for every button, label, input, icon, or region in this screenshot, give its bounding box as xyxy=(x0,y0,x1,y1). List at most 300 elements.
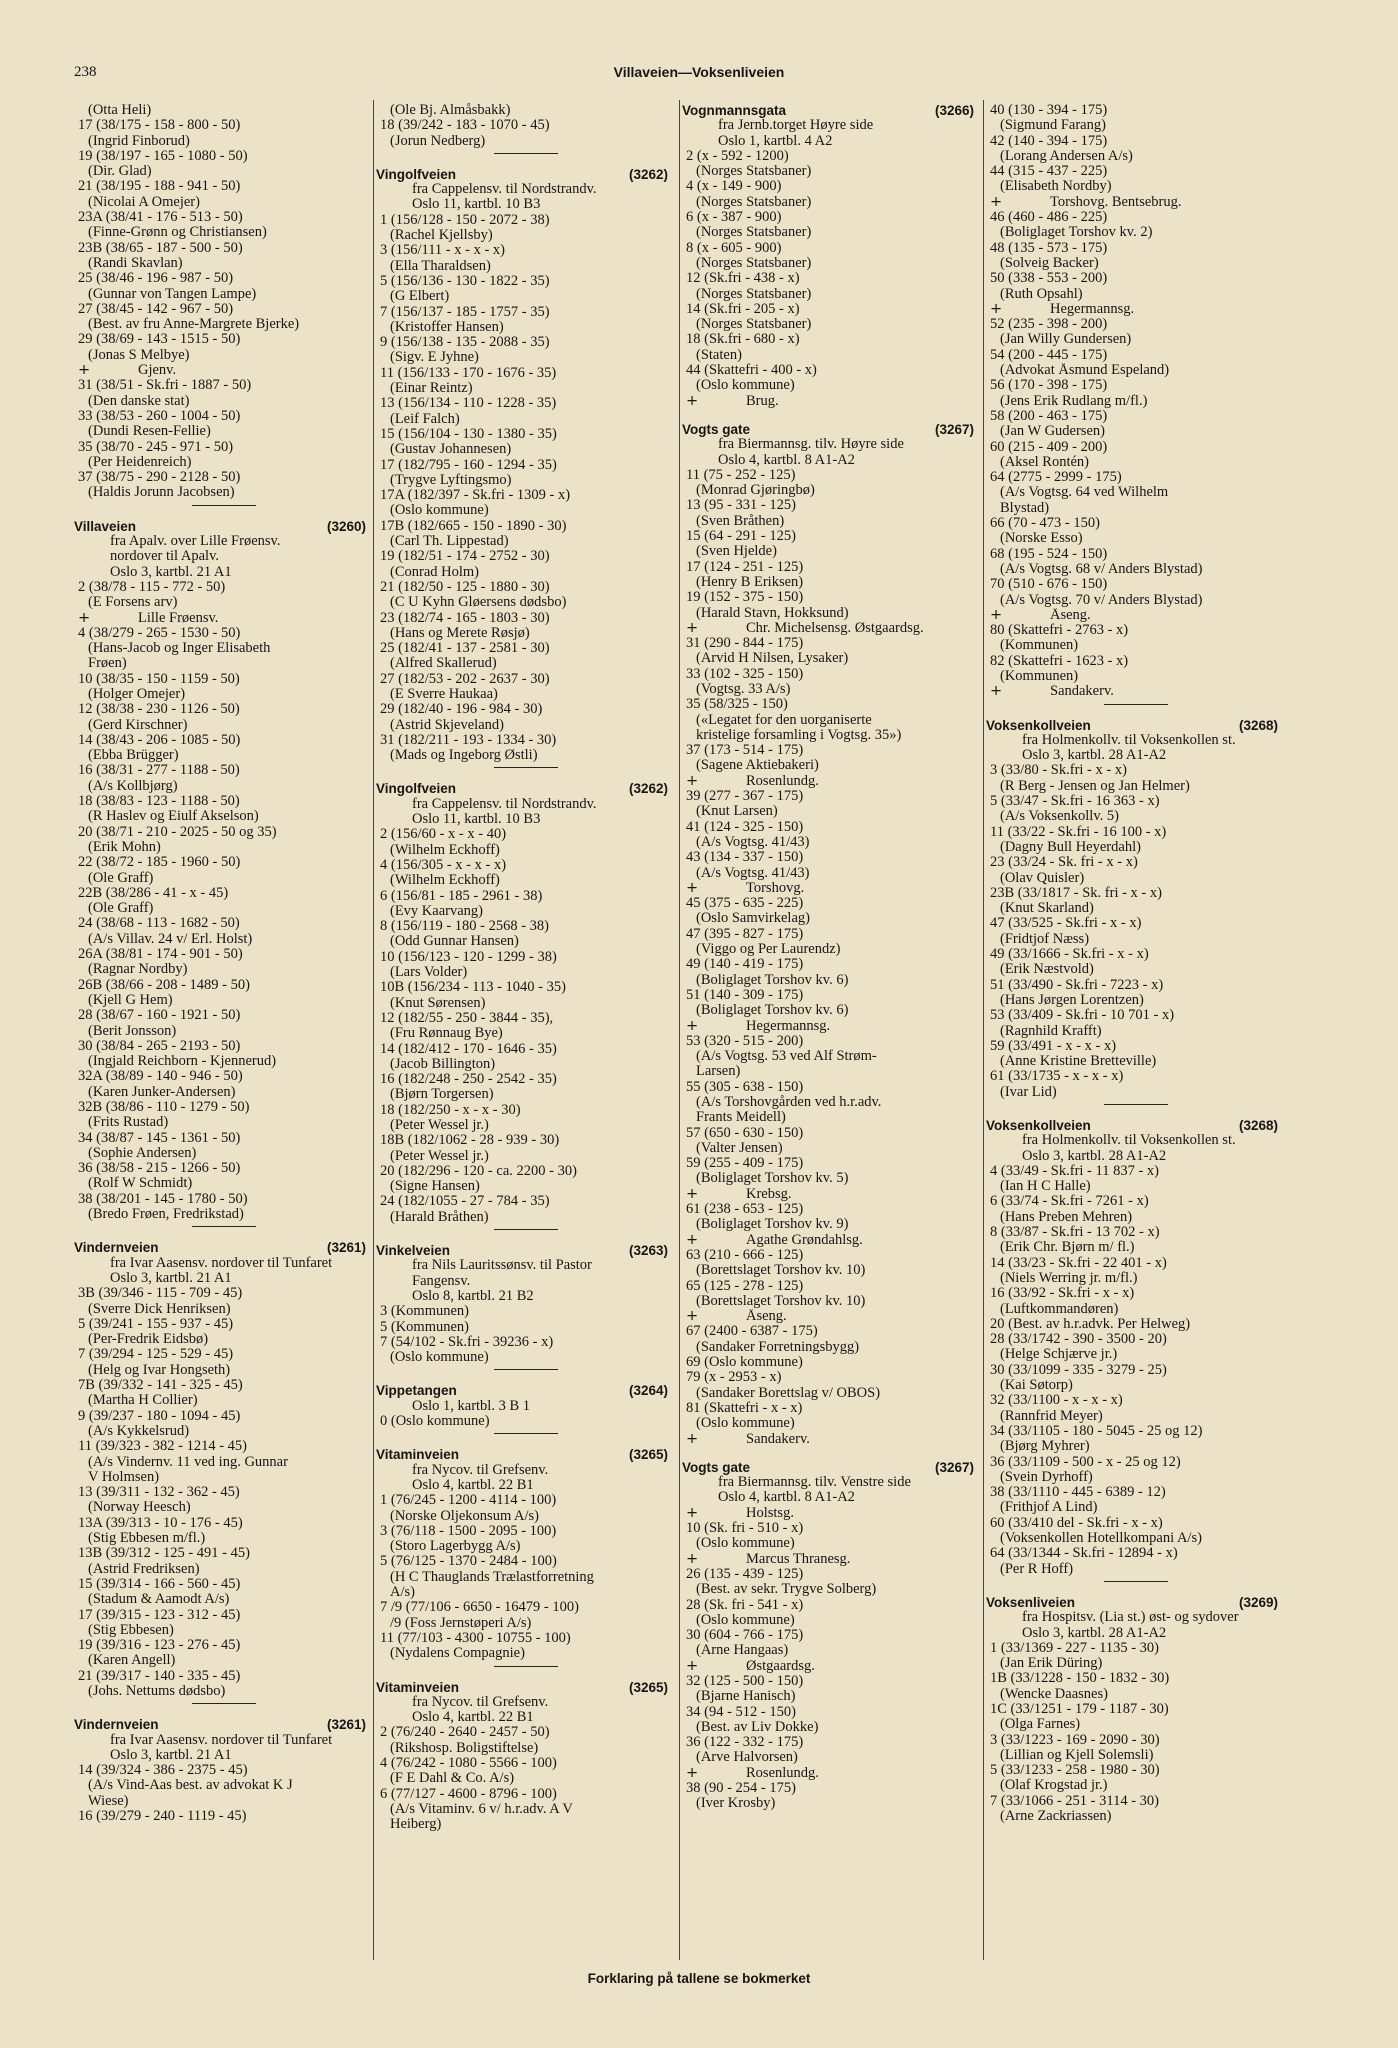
property-entry: 5 (Kommunen) xyxy=(380,1319,469,1335)
street-description: Oslo 11, kartbl. 10 B3 xyxy=(412,197,541,213)
owner-name: (Peter Wessel jr.) xyxy=(390,1118,489,1133)
owner-name: (Leif Falch) xyxy=(390,411,460,427)
street-name: Vogts gate xyxy=(682,421,751,437)
owner-name: (Knut Sørensen) xyxy=(390,995,486,1011)
street-description: Oslo 4, kartbl. 8 A1-A2 xyxy=(718,1490,855,1506)
owner-name: (Den danske stat) xyxy=(88,393,190,409)
property-entry: 14 (38/43 - 206 - 1085 - 50) xyxy=(78,732,241,748)
cross-street xyxy=(682,1019,976,1034)
property-entry: 21 (182/50 - 125 - 1880 - 30) xyxy=(380,579,550,595)
section-divider xyxy=(192,1703,256,1704)
property-entry: 64 (33/1344 - Sk.fri - 12894 - x) xyxy=(990,1546,1178,1562)
street-heading xyxy=(376,1243,670,1258)
street-heading xyxy=(376,1680,670,1695)
owner-name: (Norges Statsbaner) xyxy=(696,317,812,333)
column-4 xyxy=(986,103,1280,1824)
property-entry: 7B (39/332 - 141 - 325 - 45) xyxy=(78,1378,243,1394)
owner-name: (Sandaker Forretningsbygg) xyxy=(696,1339,860,1355)
property-entry: 41 (124 - 325 - 150) xyxy=(686,819,804,835)
street-description: Oslo 4, kartbl. 22 B1 xyxy=(412,1710,534,1726)
owner-name: (Kommunen) xyxy=(1000,638,1079,654)
property-entry: 14 (Sk.fri - 205 - x) xyxy=(686,301,800,317)
street-heading xyxy=(682,103,976,118)
street-heading xyxy=(682,1460,976,1475)
cross-street-name: Torshovg. xyxy=(746,880,805,896)
property-entry: 35 (58/325 - 150) xyxy=(686,697,788,713)
street-heading xyxy=(682,422,976,437)
cross-street xyxy=(682,1506,976,1521)
property-entry: 15 (156/104 - 130 - 1380 - 35) xyxy=(380,426,557,442)
column-2 xyxy=(376,103,670,1832)
property-entry: 25 (182/41 - 137 - 2581 - 30) xyxy=(380,641,550,657)
section-divider xyxy=(192,505,256,506)
street-description: fra Biermannsg. tilv. Høyre side xyxy=(718,437,904,453)
property-entry: 31 (182/211 - 193 - 1334 - 30) xyxy=(380,732,557,748)
street-name: Vindernveien xyxy=(74,1240,159,1256)
owner-name: (Gunnar von Tangen Lampe) xyxy=(88,286,257,302)
property-entry: 19 (38/197 - 165 - 1080 - 50) xyxy=(78,148,248,164)
owner-name: (Norway Heesch) xyxy=(88,1500,191,1516)
cross-street-name: Gjenv. xyxy=(138,363,177,379)
cross-street-name: Torshovg. Bentsebrug. xyxy=(1050,194,1182,210)
street-description: Oslo 3, kartbl. 28 A1-A2 xyxy=(1022,1625,1167,1641)
property-entry: 7 /9 (77/106 - 6650 - 16479 - 100) xyxy=(380,1600,579,1616)
property-entry: 80 (Skattefri - 2763 - x) xyxy=(990,623,1129,639)
street-name: Voksenliveien xyxy=(986,1594,1076,1610)
property-entry: 18 (Sk.fri - 680 - x) xyxy=(686,332,800,348)
owner-name: (Oslo kommune) xyxy=(696,1536,795,1552)
cross-street xyxy=(74,363,368,378)
cross-street-name: Marcus Thranesg. xyxy=(746,1551,851,1567)
cross-street-name: Rosenlundg. xyxy=(746,1765,819,1781)
cross-street-name: Brug. xyxy=(746,393,779,409)
property-entry: 13 (156/134 - 110 - 1228 - 35) xyxy=(380,396,557,412)
property-entry: 13 (95 - 331 - 125) xyxy=(686,498,796,514)
owner-name: (Boliglaget Torshov kv. 9) xyxy=(696,1217,849,1233)
cross-street-marker: + xyxy=(686,1551,699,1567)
street-name: Vinkelveien xyxy=(376,1243,451,1259)
property-entry: 6 (77/127 - 4600 - 8796 - 100) xyxy=(380,1786,557,1802)
street-description: Oslo 3, kartbl. 21 A1 xyxy=(110,1270,232,1286)
street-heading xyxy=(986,1595,1280,1610)
property-entry: 17A (182/397 - Sk.fri - 1309 - x) xyxy=(380,488,571,504)
property-entry: 5 (76/125 - 1370 - 2484 - 100) xyxy=(380,1554,557,1570)
property-entry: 14 (33/23 - Sk.fri - 22 401 - x) xyxy=(990,1255,1167,1271)
property-entry: 33 (102 - 325 - 150) xyxy=(686,666,804,682)
owner-name: (Ivar Lid) xyxy=(1000,1084,1057,1100)
owner-name: (Norges Statsbaner) xyxy=(696,255,812,271)
property-entry: 61 (238 - 653 - 125) xyxy=(686,1202,804,1218)
owner-name: (Best. av fru Anne-Margrete Bjerke) xyxy=(88,317,300,333)
cross-street xyxy=(74,611,368,626)
owner-name: (A/s Vogtsg. 64 ved Wilhelm xyxy=(1000,485,1169,501)
property-entry: 18 (38/83 - 123 - 1188 - 50) xyxy=(78,794,240,810)
owner-name: (Oslo kommune) xyxy=(390,503,489,519)
cross-street-marker: + xyxy=(686,1505,699,1521)
property-entry: 81 (Skattefri - x - x) xyxy=(686,1400,803,1416)
owner-name: (Rachel Kjellsby) xyxy=(390,228,493,244)
owner-name: (Carl Th. Lippestad) xyxy=(390,534,509,550)
property-entry: 57 (650 - 630 - 150) xyxy=(686,1125,804,1141)
section-divider xyxy=(1104,1104,1168,1105)
owner-name: (Kristoffer Hansen) xyxy=(390,319,504,335)
property-entry: 6 (33/74 - Sk.fri - 7261 - x) xyxy=(990,1194,1149,1210)
column-1 xyxy=(74,103,368,1824)
owner-name: (Gerd Kirschner) xyxy=(88,717,188,733)
street-description: Oslo 8, kartbl. 21 B2 xyxy=(412,1288,534,1304)
owner-name: (Signe Hansen) xyxy=(390,1179,480,1195)
cross-street xyxy=(682,1187,976,1202)
owner-name: (Harald Bråthen) xyxy=(390,1209,489,1225)
property-entry: 16 (182/248 - 250 - 2542 - 35) xyxy=(380,1072,557,1088)
column-3 xyxy=(682,103,976,1812)
property-entry: 9 (39/237 - 180 - 1094 - 45) xyxy=(78,1408,241,1424)
owner-name: (Per Heidenreich) xyxy=(88,454,192,470)
property-entry: 17 (182/795 - 160 - 1294 - 35) xyxy=(380,457,557,473)
street-code: (3262) xyxy=(628,781,668,797)
property-entry: 3B (39/346 - 115 - 709 - 45) xyxy=(78,1286,243,1302)
property-entry: 12 (38/38 - 230 - 1126 - 50) xyxy=(78,702,240,718)
property-entry: 7 (156/137 - 185 - 1757 - 35) xyxy=(380,304,550,320)
property-entry: 18B (182/1062 - 28 - 939 - 30) xyxy=(380,1133,560,1149)
owner-name: (Viggo og Per Laurendz) xyxy=(696,942,841,958)
street-name: Villaveien xyxy=(74,518,137,534)
property-entry: 14 (182/412 - 170 - 1646 - 35) xyxy=(380,1041,557,1057)
property-entry: 46 (460 - 486 - 225) xyxy=(990,210,1108,226)
property-entry: 2 (38/78 - 115 - 772 - 50) xyxy=(78,579,226,595)
owner-name: (Oslo kommune) xyxy=(696,1416,795,1432)
owner-name: (Ingrid Finborud) xyxy=(88,133,190,149)
cross-street-name: Sandakerv. xyxy=(746,1431,810,1447)
street-code: (3261) xyxy=(326,1240,366,1256)
property-entry: 4 (38/279 - 265 - 1530 - 50) xyxy=(78,625,241,641)
property-entry: 0 (Oslo kommune) xyxy=(380,1414,490,1430)
section-divider xyxy=(1104,1581,1168,1582)
owner-name: (Knut Skarland) xyxy=(1000,901,1094,917)
property-entry: 69 (Oslo kommune) xyxy=(686,1355,803,1371)
property-entry: 14 (39/324 - 386 - 2375 - 45) xyxy=(78,1763,248,1779)
owner-name: (Peter Wessel jr.) xyxy=(390,1148,489,1164)
owner-name: (A/s Kollbjørg) xyxy=(88,778,178,794)
owner-name: (Oslo Samvirkelag) xyxy=(696,911,810,927)
owner-name: (Evy Kaarvang) xyxy=(390,903,483,919)
owner-name: (Einar Reintz) xyxy=(390,381,473,397)
property-entry: 3 (156/111 - x - x - x) xyxy=(380,243,505,259)
property-entry: 19 (39/316 - 123 - 276 - 45) xyxy=(78,1638,241,1654)
street-description: Oslo 11, kartbl. 10 B3 xyxy=(412,812,541,828)
property-entry: 12 (Sk.fri - 438 - x) xyxy=(686,271,800,287)
cross-street-marker: + xyxy=(686,393,699,409)
owner-name: (Karen Angell) xyxy=(88,1653,176,1669)
owner-name: (Jan Erik Düring) xyxy=(1000,1656,1103,1672)
owner-name: (Storo Lagerbygg A/s) xyxy=(390,1539,521,1555)
property-entry: 5 (33/1233 - 258 - 1980 - 30) xyxy=(990,1763,1160,1779)
property-entry: 61 (33/1735 - x - x - x) xyxy=(990,1069,1124,1085)
owner-name: (Anne Kristine Bretteville) xyxy=(1000,1054,1157,1070)
owner-name: (Ebba Brügger) xyxy=(88,748,179,764)
cross-street-name: Holstsg. xyxy=(746,1505,794,1521)
street-code: (3260) xyxy=(326,518,366,534)
property-entry: 4 (33/49 - Sk.fri - 11 837 - x) xyxy=(990,1163,1160,1179)
street-description: fra Apalv. over Lille Frøensv. xyxy=(110,534,281,550)
street-description: Oslo 3, kartbl. 28 A1-A2 xyxy=(1022,748,1167,764)
cross-street xyxy=(682,621,976,636)
cross-street-marker: + xyxy=(686,1431,699,1447)
cross-street xyxy=(682,1552,976,1567)
property-entry: 9 (156/138 - 135 - 2088 - 35) xyxy=(380,335,550,351)
owner-name: (Sophie Andersen) xyxy=(88,1145,197,1161)
street-name: Vognmannsgata xyxy=(682,103,787,118)
owner-name: (Wencke Daasnes) xyxy=(1000,1686,1108,1702)
owner-name: Wiese) xyxy=(88,1793,129,1809)
property-entry: 34 (94 - 512 - 150) xyxy=(686,1704,796,1720)
owner-name: (Conrad Holm) xyxy=(390,564,479,580)
property-entry: 7 (54/102 - Sk.fri - 39236 - x) xyxy=(380,1334,554,1350)
owner-name: (Ingjald Reichborn - Kjennerud) xyxy=(88,1054,277,1070)
property-entry: 20 (38/71 - 210 - 2025 - 50 og 35) xyxy=(78,824,277,840)
cross-street-marker: + xyxy=(686,1309,699,1325)
property-entry: 28 (38/67 - 160 - 1921 - 50) xyxy=(78,1008,241,1024)
property-entry: 45 (375 - 635 - 225) xyxy=(686,896,804,912)
property-entry: 37 (38/75 - 290 - 2128 - 50) xyxy=(78,470,241,486)
owner-name: (A/s Vitaminv. 6 v/ h.r.adv. A V xyxy=(390,1801,573,1817)
owner-name: (Norske Oljekonsum A/s) xyxy=(390,1508,540,1524)
owner-name: (Rannfrid Meyer) xyxy=(1000,1408,1103,1424)
owner-name: (Jorun Nedberg) xyxy=(390,133,486,149)
owner-name: (Karen Junker-Andersen) xyxy=(88,1084,236,1100)
owner-name: (Lorang Andersen A/s) xyxy=(1000,148,1133,164)
owner-name: (Dir. Glad) xyxy=(88,164,152,180)
property-entry: 16 (33/92 - Sk.fri - x - x) xyxy=(990,1286,1135,1302)
street-description: Oslo 1, kartbl. 3 B 1 xyxy=(412,1398,531,1414)
owner-name: (Arvid H Nilsen, Lysaker) xyxy=(696,651,849,667)
owner-name: (A/s Kykkelsrud) xyxy=(88,1423,190,1439)
street-description: Oslo 3, kartbl. 21 A1 xyxy=(110,1747,232,1763)
owner-name: (Sagene Aktiebakeri) xyxy=(696,758,819,774)
owner-name: (Frithjof A Lind) xyxy=(1000,1500,1098,1516)
cross-street-name: Åseng. xyxy=(1050,607,1091,623)
owner-name: (Randi Skavlan) xyxy=(88,255,183,271)
owner-name: (Boliglaget Torshov kv. 6) xyxy=(696,972,849,988)
cross-street-marker: + xyxy=(78,610,91,626)
owner-name: (Monrad Gjøringbø) xyxy=(696,483,815,499)
section-divider xyxy=(494,767,558,768)
property-entry: 49 (33/1666 - Sk.fri - x - x) xyxy=(990,947,1149,963)
owner-name: (G Elbert) xyxy=(390,289,450,305)
owner-name: (Borettslaget Torshov kv. 10) xyxy=(696,1293,866,1309)
street-description: fra Hospitsv. (Lia st.) øst- og sydover xyxy=(1022,1610,1239,1626)
cross-street-marker: + xyxy=(686,1232,699,1248)
property-entry: 11 (156/133 - 170 - 1676 - 35) xyxy=(380,365,557,381)
property-entry: 37 (173 - 514 - 175) xyxy=(686,743,804,759)
street-description: fra Holmenkollv. til Voksenkollen st. xyxy=(1022,1133,1236,1149)
property-entry: 2 (x - 592 - 1200) xyxy=(686,148,789,164)
cross-street xyxy=(682,394,976,409)
street-heading xyxy=(986,1118,1280,1133)
owner-name: (Solveig Backer) xyxy=(1000,255,1099,271)
owner-name: (Oslo kommune) xyxy=(390,1350,489,1366)
owner-name: (Sven Hjelde) xyxy=(696,544,777,560)
property-entry: 31 (38/51 - Sk.fri - 1887 - 50) xyxy=(78,378,252,394)
property-entry: 34 (38/87 - 145 - 1361 - 50) xyxy=(78,1130,241,1146)
property-entry: 32 (33/1100 - x - x - x) xyxy=(990,1393,1123,1409)
owner-name: (Best. av Liv Dokke) xyxy=(696,1719,819,1735)
property-entry: 53 (320 - 515 - 200) xyxy=(686,1033,804,1049)
street-name: Voksenkollveien xyxy=(986,717,1091,733)
street-description: fra Ivar Aasensv. nordover til Tunfaret xyxy=(110,1732,333,1748)
cross-street-name: Østgaardsg. xyxy=(746,1658,815,1674)
property-entry: 10 (156/123 - 120 - 1299 - 38) xyxy=(380,949,557,965)
owner-name: A/s) xyxy=(390,1585,415,1601)
owner-name: (Jan W Gudersen) xyxy=(1000,424,1105,440)
owner-name: (Stig Ebbesen) xyxy=(88,1622,174,1638)
property-entry: 34 (33/1105 - 180 - 5045 - 25 og 12) xyxy=(990,1423,1203,1439)
property-entry: 31 (290 - 844 - 175) xyxy=(686,636,804,652)
property-entry: 11 (77/103 - 4300 - 10755 - 100) xyxy=(380,1630,571,1646)
property-entry: 23 (182/74 - 165 - 1803 - 30) xyxy=(380,610,550,626)
owner-name: (Ole Graff) xyxy=(88,870,154,886)
cross-street xyxy=(986,684,1280,699)
owner-name: (Elisabeth Nordby) xyxy=(1000,179,1112,195)
owner-name: (A/s Vindernv. 11 ved ing. Gunnar xyxy=(88,1454,288,1470)
property-entry: 35 (38/70 - 245 - 971 - 50) xyxy=(78,439,234,455)
property-entry: 15 (64 - 291 - 125) xyxy=(686,529,796,545)
property-entry: 11 (33/22 - Sk.fri - 16 100 - x) xyxy=(990,824,1167,840)
property-entry: 4 (156/305 - x - x - x) xyxy=(380,857,507,873)
owner-name: (Dagny Bull Heyerdahl) xyxy=(1000,839,1141,855)
owner-name: (Johs. Nettums dødsbo) xyxy=(88,1683,226,1699)
property-entry: 10 (38/35 - 150 - 1159 - 50) xyxy=(78,671,240,687)
property-entry: 32A (38/89 - 140 - 946 - 50) xyxy=(78,1069,243,1085)
cross-street-marker: + xyxy=(686,880,699,896)
owner-name: (Odd Gunnar Hansen) xyxy=(390,934,519,950)
owner-name: (Haldis Jorunn Jacobsen) xyxy=(88,485,235,501)
property-entry: 32 (125 - 500 - 150) xyxy=(686,1673,804,1689)
street-code: (3267) xyxy=(934,421,974,437)
property-entry: 79 (x - 2953 - x) xyxy=(686,1370,782,1386)
street-description: fra Jernb.torget Høyre side xyxy=(718,118,874,134)
owner-name: (Helge Schjærve jr.) xyxy=(1000,1347,1118,1363)
owner-name: Blystad) xyxy=(1000,500,1050,516)
property-entry: 30 (33/1099 - 335 - 3279 - 25) xyxy=(990,1362,1167,1378)
cross-street-name: Krebsg. xyxy=(746,1186,792,1202)
owner-name: (H C Thauglands Trælastforretning xyxy=(390,1569,594,1585)
owner-name: (Erik Chr. Bjørn m/ fl.) xyxy=(1000,1240,1135,1256)
owner-name: (A/s Torshovgården ved h.r.adv. xyxy=(696,1095,882,1110)
street-heading xyxy=(376,167,670,182)
property-entry: 38 (38/201 - 145 - 1780 - 50) xyxy=(78,1191,248,1207)
owner-name: (Boliglaget Torshov kv. 6) xyxy=(696,1003,849,1019)
cross-street-marker: + xyxy=(78,363,91,379)
section-divider xyxy=(494,1666,558,1667)
cross-street-name: Hegermannsg. xyxy=(746,1018,831,1034)
owner-name: (A/s Vogtsg. 53 ved Alf Strøm- xyxy=(696,1049,877,1065)
cross-street xyxy=(682,1766,976,1781)
property-entry: 64 (2775 - 2999 - 175) xyxy=(990,470,1122,486)
owner-name: (Niels Werring jr. m/fl.) xyxy=(1000,1270,1138,1286)
street-name: Vogts gate xyxy=(682,1459,751,1475)
street-code: (3261) xyxy=(326,1717,366,1733)
section-divider xyxy=(494,1229,558,1230)
cross-street-marker: + xyxy=(686,1018,699,1034)
property-entry: 13A (39/313 - 10 - 176 - 45) xyxy=(78,1515,243,1531)
property-entry: 67 (2400 - 6387 - 175) xyxy=(686,1324,818,1340)
owner-name: (Jan Willy Gundersen) xyxy=(1000,332,1132,348)
owner-name: V Holmsen) xyxy=(88,1469,160,1485)
property-entry: 5 (39/241 - 155 - 937 - 45) xyxy=(78,1316,234,1332)
property-entry: 27 (38/45 - 142 - 967 - 50) xyxy=(78,301,234,317)
cross-street-marker: + xyxy=(686,1765,699,1781)
property-entry: 16 (39/279 - 240 - 1119 - 45) xyxy=(78,1809,247,1825)
street-description: fra Biermannsg. tilv. Venstre side xyxy=(718,1475,911,1491)
property-entry: 17 (38/175 - 158 - 800 - 50) xyxy=(78,118,241,134)
property-entry: 32B (38/86 - 110 - 1279 - 50) xyxy=(78,1100,250,1115)
owner-name: (Svein Dyrhoff) xyxy=(1000,1469,1093,1485)
owner-name: (Staten) xyxy=(696,347,742,363)
cross-street xyxy=(682,1659,976,1674)
property-entry: 53 (33/409 - Sk.fri - 10 701 - x) xyxy=(990,1008,1175,1024)
property-entry: 7 (39/294 - 125 - 529 - 45) xyxy=(78,1347,234,1363)
owner-name: (Voksenkollen Hotellkompani A/s) xyxy=(1000,1531,1202,1547)
owner-name: (Trygve Lyftingsmo) xyxy=(390,472,512,488)
cross-street-name: Rosenlundg. xyxy=(746,773,819,789)
property-entry: 12 (182/55 - 250 - 3844 - 35), xyxy=(380,1010,554,1026)
property-entry: 26A (38/81 - 174 - 901 - 50) xyxy=(78,947,243,963)
property-entry: 49 (140 - 419 - 175) xyxy=(686,957,804,973)
owner-name: (Mads og Ingeborg Østli) xyxy=(390,748,538,764)
property-entry: 60 (33/410 del - Sk.fri - x - x) xyxy=(990,1515,1163,1531)
street-description: fra Cappelensv. til Nordstrandv. xyxy=(412,796,597,812)
owner-name: (Rikshosp. Boligstiftelse) xyxy=(390,1740,539,1756)
property-entry: 58 (200 - 463 - 175) xyxy=(990,408,1108,424)
property-entry: 16 (38/31 - 277 - 1188 - 50) xyxy=(78,763,240,779)
property-entry: 22 (38/72 - 185 - 1960 - 50) xyxy=(78,855,241,871)
street-name: Vingolfveien xyxy=(376,166,457,182)
owner-name: (Lillian og Kjell Solemsli) xyxy=(1000,1747,1154,1763)
owner-name: (Kjell G Hem) xyxy=(88,992,173,1008)
owner-name: (Best. av sekr. Trygve Solberg) xyxy=(696,1582,877,1598)
street-description: Oslo 4, kartbl. 22 B1 xyxy=(412,1477,534,1493)
street-description: Oslo 4, kartbl. 8 A1-A2 xyxy=(718,452,855,468)
owner-name: (Ian H C Halle) xyxy=(1000,1179,1091,1195)
owner-name: (A/s Vogtsg. 70 v/ Anders Blystad) xyxy=(1000,592,1203,608)
cross-street xyxy=(682,1233,976,1248)
property-entry: 8 (156/119 - 180 - 2568 - 38) xyxy=(380,919,550,935)
street-name: Vingolfveien xyxy=(376,781,457,797)
owner-name: (Olga Farnes) xyxy=(1000,1717,1081,1733)
owner-name: (Ole Graff) xyxy=(88,901,154,917)
owner-name: (Norges Statsbaner) xyxy=(696,164,812,180)
street-name: Vippetangen xyxy=(376,1383,457,1399)
property-entry: 5 (33/47 - Sk.fri - 16 363 - x) xyxy=(990,794,1160,810)
property-entry: 6 (156/81 - 185 - 2961 - 38) xyxy=(380,888,543,904)
property-entry: 52 (235 - 398 - 200) xyxy=(990,317,1108,333)
owner-name: kristelige forsamling i Vogtsg. 35») xyxy=(696,727,902,743)
property-entry: 29 (38/69 - 143 - 1515 - 50) xyxy=(78,332,241,348)
property-entry: 36 (38/58 - 215 - 1266 - 50) xyxy=(78,1161,241,1177)
owner-name: (Per R Hoff) xyxy=(1000,1561,1074,1577)
owner-name: (Advokat Åsmund Espeland) xyxy=(1000,363,1170,379)
street-description: fra Cappelensv. til Nordstrandv. xyxy=(412,182,597,198)
property-entry: 17 (39/315 - 123 - 312 - 45) xyxy=(78,1607,241,1623)
property-entry: 47 (395 - 827 - 175) xyxy=(686,926,804,942)
cross-street xyxy=(682,1432,976,1447)
street-description: fra Nils Lauritssønsv. til Pastor xyxy=(412,1258,592,1274)
owner-name: (Olav Quisler) xyxy=(1000,870,1085,886)
property-entry: 43 (134 - 337 - 150) xyxy=(686,850,804,866)
owner-name: (Hans-Jacob og Inger Elisabeth xyxy=(88,641,271,657)
cross-street-marker: + xyxy=(686,1186,699,1202)
